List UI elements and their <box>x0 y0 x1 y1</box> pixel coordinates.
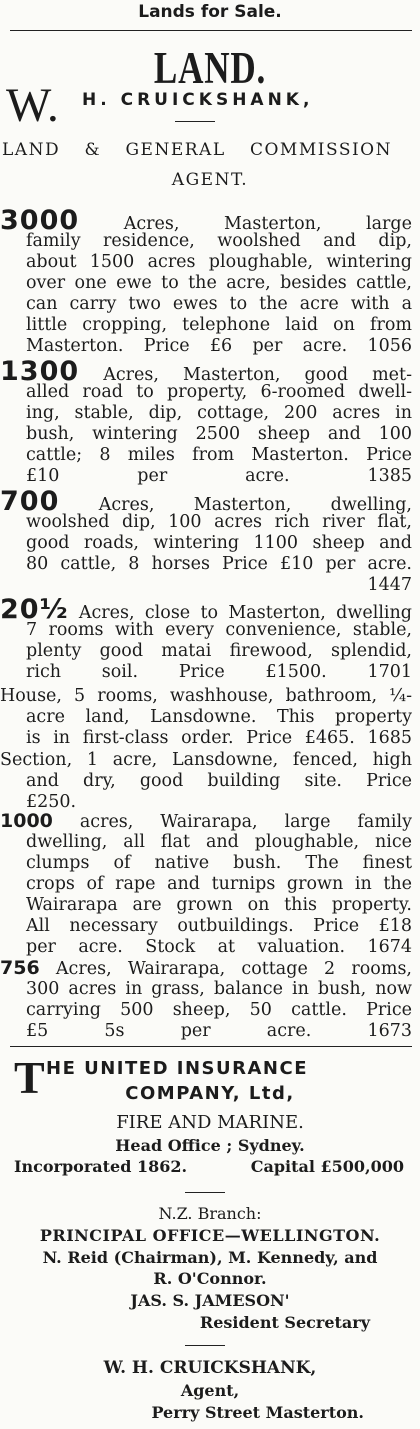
listing-text: £10 per acre. 1385 <box>26 466 412 486</box>
divider <box>10 30 412 31</box>
listing-text: Acres, Masterton, large <box>123 214 412 234</box>
listing-text: dwelling, all flat and ploughable, nice <box>26 832 412 852</box>
agent-address: Perry Street Masterton. <box>151 1403 364 1422</box>
agent-role-line2: AGENT. <box>171 170 249 190</box>
listing-text: 1447 <box>367 575 412 595</box>
directors-line2: R. O'Connor. <box>153 1269 267 1288</box>
listing-text: acre land, Lansdowne. This property <box>26 707 412 727</box>
secretary-title: Resident Secretary <box>199 1313 370 1332</box>
agent-name: H. CRUICKSHANK, <box>82 90 314 110</box>
head-office: Head Office ; Sydney. <box>115 1136 305 1155</box>
divider <box>10 1046 412 1047</box>
listing-text: family residence, woolshed and dip, <box>26 231 412 251</box>
listing-text: rich soil. Price £1500. 1701 <box>26 662 412 682</box>
listing-text: clumps of native bush. The finest <box>26 853 412 873</box>
agent-role: LAND & GENERAL COMMISSION <box>2 140 392 160</box>
capital: Capital £500,000 <box>250 1157 404 1176</box>
listing-text: House, 5 rooms, washhouse, bathroom, ¼- <box>0 686 412 706</box>
listing-text: ing, stable, dip, cottage, 200 acres in <box>26 403 412 423</box>
listing-acreage: 1000 <box>0 810 53 832</box>
listing-text: All necessary outbuildings. Price £18 <box>26 916 412 936</box>
listing-text: Masterton. Price £6 per acre. 1056 <box>26 336 412 356</box>
listing-acreage: 700 <box>0 486 60 517</box>
listing-text: £5 5s per acre. 1673 <box>26 1021 412 1041</box>
listing-text: Acres, Wairarapa, cottage 2 rooms, <box>55 959 412 979</box>
listing-text: and dry, good building site. Price <box>26 771 412 791</box>
section-title: Lands for Sale. <box>138 2 282 22</box>
listing <box>0 958 412 1042</box>
listing-text: 80 cattle, 8 horses Price £10 per acre. <box>26 554 412 574</box>
listing-acreage: 20½ <box>0 594 69 625</box>
listing-text: little cropping, telephone laid on from <box>26 315 412 335</box>
listing-text: woolshed dip, 100 acres rich river flat, <box>26 512 412 532</box>
listing-acreage: 1300 <box>0 356 80 387</box>
company-subtitle: FIRE AND MARINE. <box>116 1112 304 1133</box>
listing-acreage: 756 <box>0 957 40 979</box>
listing-text: per acre. Stock at valuation. 1674 <box>26 937 412 957</box>
listing <box>0 486 412 596</box>
drop-initial: T <box>14 1052 45 1103</box>
listing-text: Acres, Masterton, good met- <box>103 365 412 385</box>
short-rule <box>185 1345 225 1346</box>
listing <box>0 205 412 357</box>
company-title-line2: COMPANY, Ltd, <box>125 1083 295 1104</box>
listing-text: alled road to property, 6-roomed dwell- <box>26 382 412 402</box>
listing-text: acres, Wairarapa, large family <box>79 812 412 832</box>
listing-acreage: 3000 <box>0 205 80 236</box>
listing <box>0 356 412 487</box>
listing-text: about 1500 acres ploughable, wintering <box>26 252 412 272</box>
principal-office: PRINCIPAL OFFICE—WELLINGTON. <box>39 1226 381 1245</box>
listing <box>0 686 412 749</box>
listing-text: 300 acres in grass, balance in bush, now <box>26 979 412 999</box>
listing <box>0 594 412 683</box>
listing <box>0 811 412 958</box>
incorporated: Incorporated 1862. <box>14 1157 188 1176</box>
listing-text: £250. <box>26 792 77 812</box>
listing-text: over one ewe to the acre, besides cattle, <box>26 273 412 293</box>
drop-initial: W. <box>6 79 59 132</box>
listing-text: is in first-class order. Price £465. 1685 <box>26 728 412 748</box>
directors: N. Reid (Chairman), M. Kennedy, and <box>42 1248 378 1267</box>
listing-text: Acres, Masterton, dwelling, <box>98 495 412 515</box>
company-title: HE UNITED INSURANCE <box>46 1058 308 1079</box>
listing-text: Wairarapa are grown on this property. <box>26 895 412 915</box>
listing-text: bush, wintering 2500 sheep and 100 <box>26 424 412 444</box>
listing-text: can carry two ewes to the acre with a <box>26 294 412 314</box>
agent-title: Agent, <box>180 1381 240 1400</box>
listing-text: plenty good matai firewood, splendid, <box>26 641 412 661</box>
advert-heading: LAND. <box>153 43 267 93</box>
short-rule <box>185 1192 225 1193</box>
agent-name: W. H. CRUICKSHANK, <box>103 1358 317 1378</box>
listing-text: Acres, close to Masterton, dwelling <box>78 603 412 623</box>
listing-text: carrying 500 sheep, 50 cattle. Price <box>26 1000 412 1020</box>
branch: N.Z. Branch: <box>158 1204 262 1223</box>
listing-text: cattle; 8 miles from Masterton. Price <box>26 445 412 465</box>
listing-text: good roads, wintering 1100 sheep and <box>26 533 412 553</box>
listing-text: Section, 1 acre, Lansdowne, fenced, high <box>0 750 412 770</box>
listing-text: crops of rape and turnips grown in the <box>26 874 412 894</box>
short-rule <box>175 121 215 122</box>
secretary: JAS. S. JAMESON' <box>130 1291 290 1310</box>
listing-text: 7 rooms with every convenience, stable, <box>26 620 412 640</box>
listing <box>0 750 412 813</box>
